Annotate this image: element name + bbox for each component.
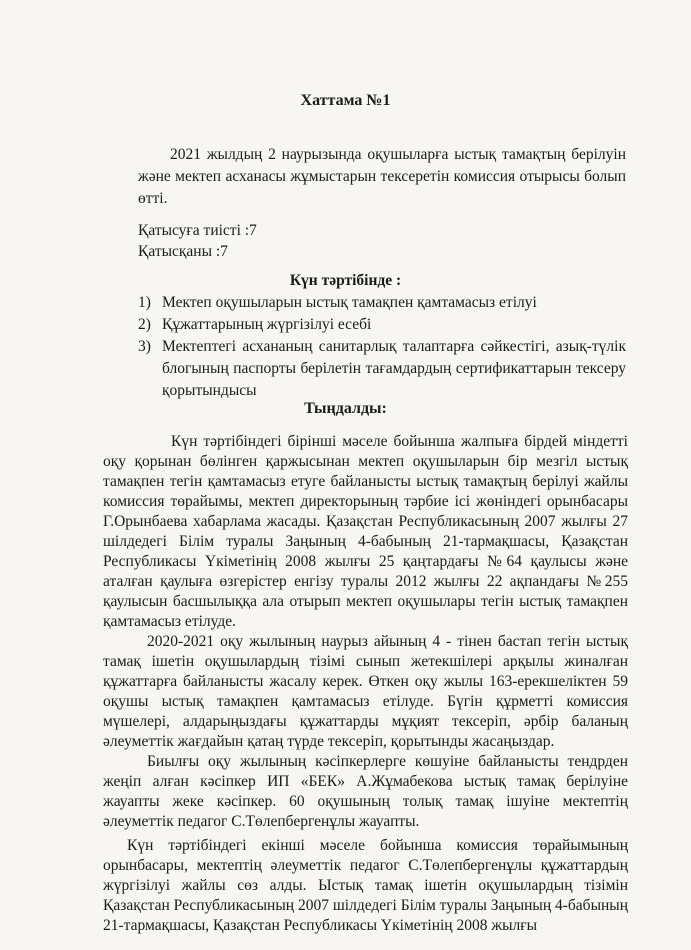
- agenda-item-number: 3): [138, 338, 151, 355]
- agenda-item-number: 2): [138, 316, 151, 333]
- attendance-present: Қатысқаны :7: [138, 243, 228, 260]
- agenda-item: [138, 314, 626, 336]
- agenda-item: [138, 292, 626, 314]
- body-paragraph: Күн тәртібіндегі бірінші мәселе бойынша жалпыға бірдей міндетті оқу қорынан бөлінген қаржысынан мектеп оқушыларын бір мезгіл ыстық тамақпен тегін қамтамасыз етуге байланысты ыстық тамақтың берілуі жайлы комиссия төрайымы, мектеп директорының тәрбие ісі жөніндегі орынбасары Г.Орынбаева хабарлама жасады. Қазақстан Республикасының 2007 жылғы 27 шілдедегі Білім туралы Заңының 4-бабының 21-тармақшасы, Қазақстан Республикасы Үкіметінің 2008 жылғы 25 қаңтардағы №64 қаулысы және аталған қаулыға өзгерістер енгізу туралы 2012 жылғы 22 ақпандағы №255 қаулысын басшылыққа ала отырып мектеп оқушылары тегін ыстық тамақпен қамтамасыз етілуде.: [103, 433, 628, 630]
- listened-body: [103, 432, 628, 936]
- body-paragraph: Биылғы оқу жылының кәсіпкерлерге көшуіне байланысты тендрден жеңіп алған кәсіпкер ИП «БЕК» А.Жұмабекова ыстық тамақ берілуіне жауапты жеке кәсіпкер. 60 оқушының толық тамақ ішуіне мектептің әлеуметтік педагог С.Төлепбергенұлы жауапты.: [103, 753, 628, 830]
- agenda-heading: Күн тәртібінде :: [289, 272, 402, 289]
- body-paragraph: Күн тәртібіндегі екінші мәселе бойынша комиссия төрайымының орынбасары, мектептің әлеуметтік педагог С.Төлепбергенұлы құжаттардың жүргізілуі жайлы сөз алды. Ыстық тамақ ішетін оқушылардың тізімін Қазақстан Республикасының 2007 шілдедегі Білім туралы Заңының 4-бабының 21-тармақшасы, Қазақстан Республикасы Үкіметінің 2008 жылғы: [103, 837, 628, 934]
- agenda-item: [138, 336, 626, 402]
- agenda-item-text: Мектептегі асхананың санитарлық талаптарға сәйкестігі, азық-түлік блогының паспорты берілетін тағамдардың сертификаттарын тексеру қорытындысы: [162, 338, 626, 399]
- agenda-list: [138, 292, 626, 402]
- intro-paragraph: 2021 жылдың 2 наурызында оқушыларға ыстық тамақтың берілуін және мектеп асханасы жұмыстарын тексеретін комиссия отырысы болып өтті.: [138, 146, 626, 207]
- attendance-expected: Қатысуға тиісті :7: [138, 222, 257, 239]
- agenda-item-number: 1): [138, 294, 151, 311]
- agenda-item-text: Құжаттарының жүргізілуі есебі: [162, 316, 372, 333]
- agenda-item-text: Мектеп оқушыларын ыстық тамақпен қамтамасыз етілуі: [162, 294, 537, 311]
- listened-heading: Тыңдалды:: [304, 400, 387, 417]
- document-title: Хаттама №1: [300, 92, 391, 109]
- body-paragraph: 2020-2021 оқу жылының наурыз айының 4 - тінен бастап тегін ыстық тамақ ішетін оқушылардың тізімі сынып жетекшілері арқылы жиналған құжаттарға байланысты жасалу керек. Өткен оқу жылы 163-ерекшеліктен 59 оқушы ыстық тамақпен қамтамасыз етілуде. Бүгін құрметті комиссия мүшелері, алдарыңыздағы құжаттарды мұқият тексеріп, әрбір баланың әлеуметтік жағдайын қатаң түрде тексеріп, қорытынды жасаңыздар.: [103, 633, 628, 750]
